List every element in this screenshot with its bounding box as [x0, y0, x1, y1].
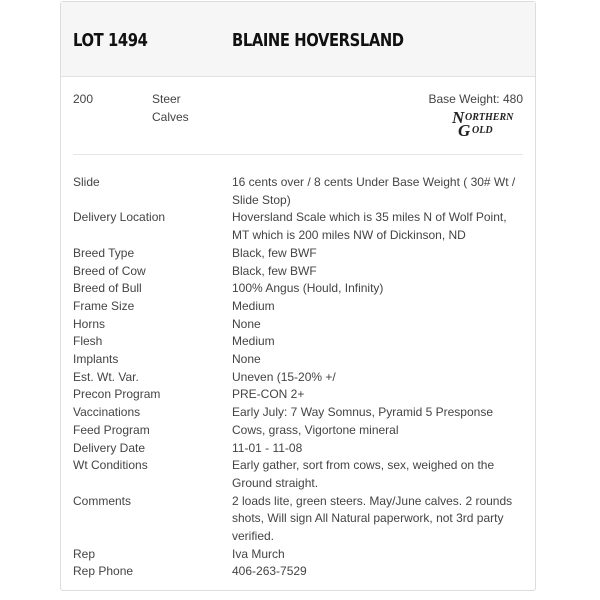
detail-row	[73, 422, 523, 440]
detail-label: Flesh	[73, 334, 103, 349]
detail-row	[73, 280, 523, 298]
detail-row	[73, 298, 523, 316]
detail-row	[73, 174, 523, 209]
detail-label: Breed of Cow	[73, 263, 146, 278]
detail-label: Horns	[73, 316, 106, 331]
logo-initial-g: G	[458, 121, 471, 138]
detail-value: Early July: 7 Way Somnus, Pyramid 5 Presponse	[232, 405, 493, 420]
lot-summary	[73, 77, 523, 155]
detail-row	[73, 316, 523, 334]
detail-value: Cows, grass, Vigortone mineral	[232, 422, 399, 437]
detail-label: Delivery Location	[73, 210, 166, 225]
detail-label: Rep Phone	[73, 564, 134, 579]
logo-text-northern: ORTHERN	[465, 112, 514, 123]
detail-row	[73, 369, 523, 387]
detail-label: Slide	[73, 175, 100, 189]
logo-initial-n: N	[452, 108, 465, 127]
detail-value: Black, few BWF	[232, 263, 317, 278]
detail-value: PRE-CON 2+	[232, 387, 305, 402]
detail-row	[73, 440, 523, 458]
lot-number: LOT 1494	[73, 30, 148, 51]
detail-label: Wt Conditions	[73, 458, 148, 473]
detail-row	[73, 493, 523, 546]
base-weight: Base Weight: 480	[428, 92, 523, 106]
detail-value: Medium	[232, 298, 275, 313]
cattle-class: Calves	[152, 110, 189, 124]
detail-label: Breed Type	[73, 245, 135, 260]
detail-row	[73, 457, 523, 492]
detail-label: Delivery Date	[73, 440, 146, 455]
detail-label: Frame Size	[73, 298, 135, 313]
detail-value: Early gather, sort from cows, sex, weighed on the Ground straight.	[232, 458, 495, 490]
northern-gold-logo	[451, 108, 523, 138]
detail-value: Black, few BWF	[232, 245, 317, 260]
lot-header	[61, 2, 535, 77]
seller-name: BLAINE HOVERSLAND	[232, 30, 404, 51]
detail-label: Vaccinations	[73, 405, 141, 420]
detail-label: Est. Wt. Var.	[73, 369, 139, 384]
detail-row	[73, 404, 523, 422]
detail-value: 406-263-7529	[232, 564, 307, 579]
detail-value: Uneven (15-20% +/	[232, 369, 336, 384]
detail-label: Implants	[73, 352, 119, 367]
cattle-type: Steer	[152, 92, 181, 106]
detail-value: Hoversland Scale which is 35 miles N of Wolf Point, MT which is 200 miles NW of Dickinson, ND	[232, 210, 507, 243]
detail-row	[73, 263, 523, 281]
detail-row	[73, 546, 523, 564]
detail-value: 100% Angus (Hould, Infinity)	[232, 281, 384, 296]
detail-row	[73, 245, 523, 263]
detail-label: Precon Program	[73, 387, 161, 402]
detail-label: Comments	[73, 493, 132, 508]
lot-card	[60, 1, 536, 591]
detail-row	[73, 333, 523, 351]
detail-value: None	[232, 352, 261, 367]
detail-row	[73, 351, 523, 369]
detail-label: Rep	[73, 546, 96, 561]
detail-row	[73, 209, 523, 244]
logo-text-gold: OLD	[472, 125, 493, 136]
detail-row	[73, 563, 523, 581]
detail-label: Feed Program	[73, 422, 150, 437]
detail-value: Medium	[232, 334, 275, 349]
detail-value: 11-01 - 11-08	[232, 440, 303, 455]
detail-value: 16 cents over / 8 cents Under Base Weight ( 30# Wt / Slide Stop)	[232, 175, 516, 207]
detail-value: Iva Murch	[232, 546, 285, 561]
detail-value: None	[232, 316, 261, 331]
detail-label: Breed of Bull	[73, 281, 142, 296]
detail-value: 2 loads lite, green steers. May/June calves. 2 rounds shots, Will sign All Natural paperwork, not 3rd party verified.	[232, 493, 513, 544]
head-count: 200	[73, 92, 94, 106]
detail-row	[73, 386, 523, 404]
lot-details	[73, 155, 523, 581]
